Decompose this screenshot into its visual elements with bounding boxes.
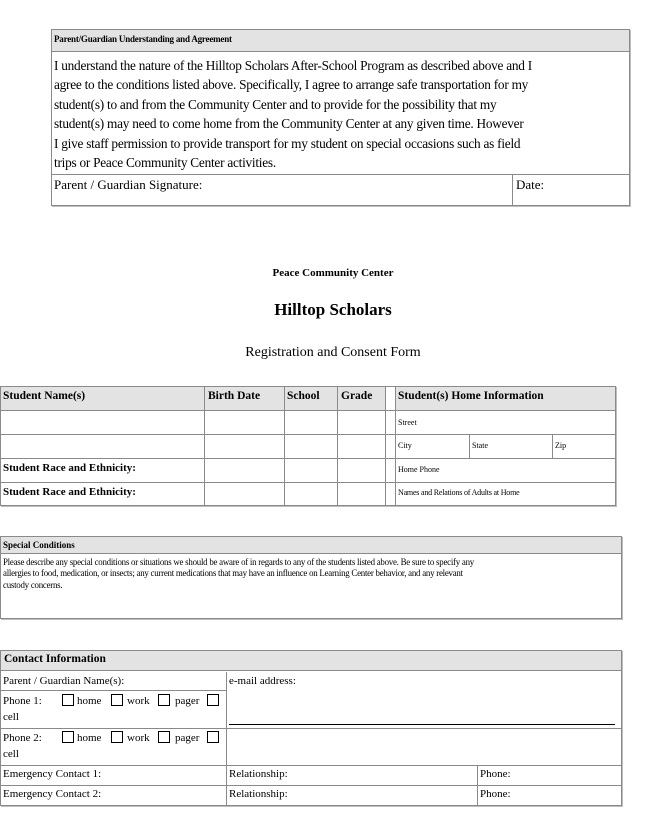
agreement-line: I understand the nature of the Hilltop Scholars After-School Program as described above and I [54, 58, 532, 73]
emergency-contact-2-field[interactable]: Emergency Contact 2: [3, 788, 102, 800]
special-header: Special Conditions [3, 540, 75, 550]
zip-field[interactable]: Zip [555, 441, 567, 450]
divider [395, 387, 396, 505]
street-field[interactable]: Street [398, 418, 417, 427]
phone2-label: Phone 2: [3, 732, 42, 744]
divider [1, 785, 621, 786]
divider [337, 387, 338, 505]
form-title: Registration and Consent Form [245, 345, 421, 360]
special-line: custody concerns. [3, 579, 63, 590]
phone1-home-checkbox[interactable] [62, 694, 74, 706]
phone1-pager-checkbox[interactable] [158, 694, 170, 706]
agreement-line: trips or Peace Community Center activities. [54, 155, 276, 171]
date-field[interactable]: Date: [516, 177, 545, 192]
work-label: work [127, 695, 150, 707]
divider [52, 174, 629, 175]
relationship-1-field[interactable]: Relationship: [229, 768, 288, 780]
col-birth-date: Birth Date [208, 390, 261, 402]
phone1-work-checkbox[interactable] [111, 694, 123, 706]
home-phone-field[interactable]: Home Phone [398, 465, 440, 474]
agreement-line: student(s) to and from the Community Center and to provide for the possibility that my [54, 96, 497, 112]
cell-label: cell [3, 711, 19, 723]
divider [1, 690, 226, 691]
col-school: School [287, 390, 320, 402]
student-name-input[interactable] [1, 411, 204, 434]
pager-label: pager [175, 695, 200, 707]
divider [1, 458, 615, 459]
phone2-pager-checkbox[interactable] [158, 731, 170, 743]
divider [512, 174, 513, 205]
special-line: allergies to food, medication, or insects; any current medications that may have an influence on Learning Center behavior, and any relevant [3, 568, 463, 579]
pager-label: pager [175, 732, 200, 744]
agreement-header: Parent/Guardian Understanding and Agreement [54, 34, 232, 44]
program-title: Hilltop Scholars [274, 300, 392, 319]
phone1-label: Phone 1: [3, 695, 42, 707]
divider [469, 435, 470, 458]
emergency-contact-1-field[interactable]: Emergency Contact 1: [3, 768, 102, 780]
col-grade: Grade [341, 390, 373, 402]
email-field[interactable]: e-mail address: [229, 675, 296, 687]
work-label: work [127, 732, 150, 744]
divider [284, 387, 285, 505]
contact-header: Contact Information [4, 653, 106, 665]
divider [385, 387, 386, 505]
special-line: Please describe any special conditions or situations we should be aware of in regards to any of the students listed above. Be sure to specify any [3, 557, 474, 567]
home-info-header: Student(s) Home Information [398, 390, 544, 402]
phone1-cell-checkbox[interactable] [207, 694, 219, 706]
agreement-line: agree to the conditions listed above. Specifically, I agree to arrange safe transportation for my [54, 77, 529, 93]
agreement-line: student(s) may need to come home from the Community Center at any given time. However [54, 116, 524, 132]
special-header-bar [1, 537, 621, 554]
org-title: Peace Community Center [272, 267, 394, 279]
emergency-phone-1-field[interactable]: Phone: [480, 768, 511, 780]
state-field[interactable]: State [472, 441, 488, 450]
agreement-text [54, 56, 532, 172]
phone2-home-checkbox[interactable] [62, 731, 74, 743]
email-underline [229, 724, 615, 725]
race-ethnicity-label: Student Race and Ethnicity: [3, 486, 136, 498]
adults-at-home-field[interactable]: Names and Relations of Adults at Home [398, 488, 520, 497]
divider [477, 766, 478, 805]
relationship-2-field[interactable]: Relationship: [229, 788, 288, 800]
divider [226, 672, 227, 805]
divider [1, 728, 621, 729]
student-name-input[interactable] [1, 435, 204, 458]
divider [1, 765, 621, 766]
divider [1, 482, 615, 483]
divider [552, 435, 553, 458]
divider [204, 387, 205, 505]
city-field[interactable]: City [398, 441, 412, 450]
home-label: home [77, 695, 102, 707]
phone2-cell-checkbox[interactable] [207, 731, 219, 743]
emergency-phone-2-field[interactable]: Phone: [480, 788, 511, 800]
phone2-work-checkbox[interactable] [111, 731, 123, 743]
cell-label: cell [3, 748, 19, 760]
agreement-line: I give staff permission to provide transport for my student on special occasions such as field [54, 135, 521, 151]
guardian-names-field[interactable]: Parent / Guardian Name(s): [3, 675, 125, 687]
special-instructions[interactable] [3, 557, 474, 591]
home-label: home [77, 732, 102, 744]
signature-field[interactable]: Parent / Guardian Signature: [54, 177, 203, 192]
col-student-name: Student Name(s) [3, 390, 86, 402]
race-ethnicity-label: Student Race and Ethnicity: [3, 462, 136, 474]
